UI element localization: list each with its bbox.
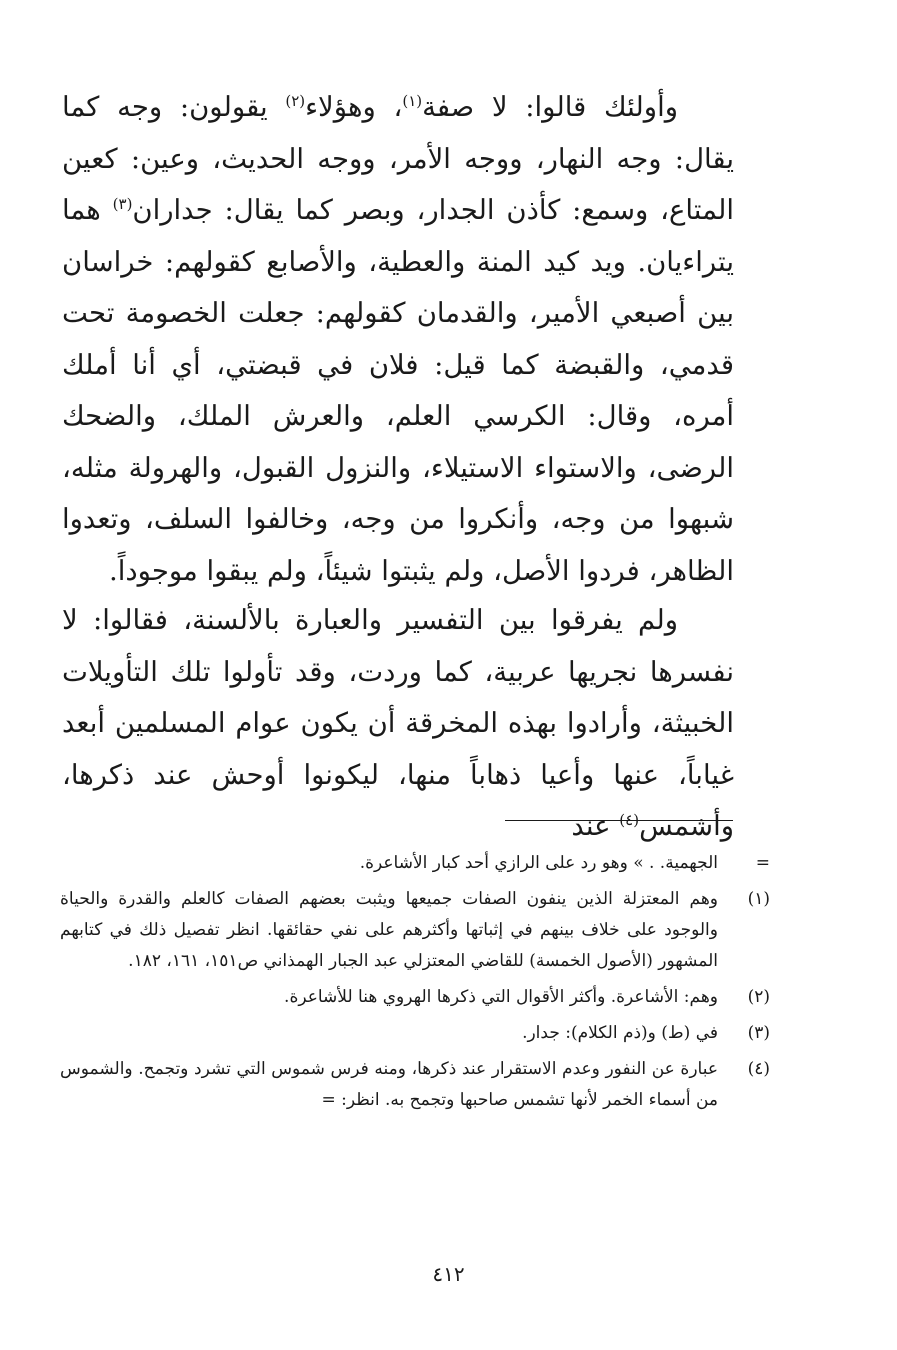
footnote-3 bbox=[60, 1018, 770, 1049]
paragraph-2-text-b: عند bbox=[571, 810, 620, 842]
footnote-text: في (ط) و(ذم الكلام): جدار. bbox=[522, 1023, 718, 1043]
paragraph-2-text-a: ولم يفرقوا بين التفسير والعبارة بالألسنة، فقالوا: لا نفسرها نجريها عربية، كما وردت، وقد تأولوا تلك التأويلات الخبيثة، وأرادوا بهذه المخرقة أن يكون عوام المسلمين أبعد غياباً، عنها وأعيا ذهاباً منها، ليكونوا أوحش عند ذكرها، وأشمس bbox=[62, 604, 734, 842]
footnote-text: وهم: الأشاعرة. وأكثر الأقوال التي ذكرها الهروي هنا للأشاعرة. bbox=[284, 987, 718, 1007]
paragraph-1-text-c: يقولون: وجه كما يقال: وجه النهار، ووجه الأمر، ووجه الحديث، وعين: كعين المتاع، وسمع: كأذن الجدار، وبصر كما يقال: جداران bbox=[62, 91, 734, 226]
footnote-mark: = bbox=[755, 853, 770, 873]
footnote-mark: (٤) bbox=[747, 1059, 770, 1079]
paragraph-1-text-d: هما يتراءيان. ويد كيد المنة والعطية، والأصابع كقولهم: خراسان بين أصبعي الأمير، والقدمان كقولهم: جعلت الخصومة تحت قدمي، والقبضة كما قيل: فلان في قبضتي، أي أنا أملك أمره، وقال: الكرسي العلم، والعرش الملك، والضحك الرضى، والاستواء الاستيلاء، والنزول القبول، والهرولة مثله، شبهوا من وجه، وأنكروا من وجه، وخالفوا السلف، وتعدوا الظاهر، فردوا الأصل، ولم يثبتوا شيئاً، ولم يبقوا موجوداً. bbox=[62, 194, 734, 587]
body-paragraph-2 bbox=[62, 595, 734, 853]
body-paragraph-1 bbox=[62, 82, 734, 597]
footnote-ref-3[interactable]: (٣) bbox=[112, 194, 133, 213]
footnote-separator bbox=[505, 820, 733, 821]
footnote-ref-4[interactable]: (٤) bbox=[619, 810, 640, 829]
footnote-mark: (٣) bbox=[747, 1023, 770, 1043]
footnote-text: الجهمية. . » وهو رد على الرازي أحد كبار الأشاعرة. bbox=[359, 853, 718, 873]
footnote-text: وهم المعتزلة الذين ينفون الصفات جميعها ويثبت بعضهم الصفات كالعلم والقدرة والحياة والوجود على خلاف بينهم في إثباتها وأكثرهم على نفي حقائقها. انظر تفصيل ذلك في كتابهم المشهور (الأصول الخمسة) للقاضي المعتزلي عبد الجبار الهمذاني ص١٥١، ١٦١، ١٨٢. bbox=[60, 889, 718, 971]
footnote-mark: (١) bbox=[747, 889, 770, 909]
footnotes bbox=[60, 848, 770, 1121]
page-number: ٤١٢ bbox=[432, 1262, 465, 1286]
paragraph-1-text-a: وأولئك قالوا: لا صفة bbox=[422, 91, 678, 123]
paragraph-1-text-b: ، وهؤلاء bbox=[305, 91, 403, 123]
footnote-4 bbox=[60, 1054, 770, 1116]
footnote-text: عبارة عن النفور وعدم الاستقرار عند ذكرها، ومنه فرس شموس التي تشرد وتجمح. والشموس من أسماء الخمر لأنها تشمس صاحبها وتجمح به. انظر: = bbox=[60, 1059, 718, 1110]
footnote-ref-1[interactable]: (١) bbox=[402, 91, 423, 110]
footnote-continued bbox=[60, 848, 770, 879]
footnote-1 bbox=[60, 884, 770, 977]
footnote-2 bbox=[60, 982, 770, 1013]
footnote-ref-2[interactable]: (٢) bbox=[285, 91, 306, 110]
footnote-mark: (٢) bbox=[747, 987, 770, 1007]
